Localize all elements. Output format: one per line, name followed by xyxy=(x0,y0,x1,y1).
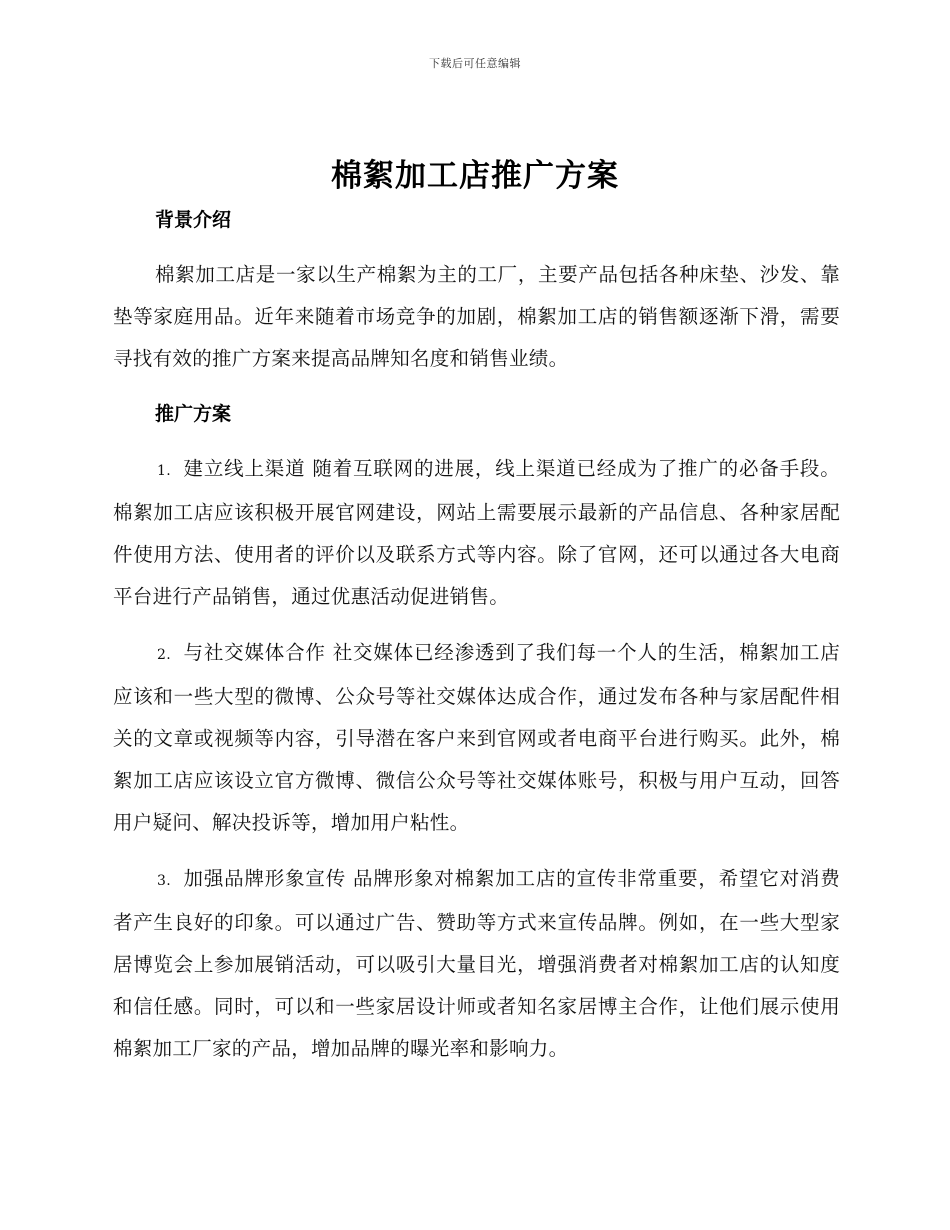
plan-item xyxy=(113,448,840,618)
plan-item xyxy=(113,858,840,1070)
plan-item-number: 2. xyxy=(157,647,171,663)
plan-item-text: 随着互联网的进展，线上渠道已经成为了推广的必备手段。棉絮加工店应该积极开展官网建设，网站上需要展示最新的产品信息、各种家居配件使用方法、使用者的评价以及联系方式等内容。除了官网，还可以通过各大电商平台进行产品销售，通过优惠活动促进销售。 xyxy=(113,457,840,608)
plan-item-title: 与社交媒体合作 xyxy=(183,641,326,664)
plan-item xyxy=(113,632,840,844)
plan-item-text: 品牌形象对棉絮加工店的宣传非常重要，希望它对消费者产生良好的印象。可以通过广告、赞助等方式来宣传品牌。例如，在一些大型家居博览会上参加展销活动，可以吸引大量目光，增强消费者对棉絮加工店的认知度和信任感。同时，可以和一些家居设计师或者知名家居博主合作，让他们展示使用棉絮加工厂家的产品，增加品牌的曝光率和影响力。 xyxy=(113,867,841,1060)
plan-item-text: 社交媒体已经渗透到了我们每一个人的生活，棉絮加工店应该和一些大型的微博、公众号等社交媒体达成合作，通过发布各种与家居配件相关的文章或视频等内容，引导潜在客户来到官网或者电商平台进行购买。此外，棉絮加工店应该设立官方微博、微信公众号等社交媒体账号，积极与用户互动，回答用户疑问、解决投诉等，增加用户粘性。 xyxy=(113,641,840,834)
document-title: 棉絮加工店推广方案 xyxy=(331,158,619,194)
plan-item-number: 3. xyxy=(157,873,171,889)
section-heading-background: 背景介绍 xyxy=(155,209,232,231)
section-heading-plan: 推广方案 xyxy=(155,403,232,425)
plan-item-title: 建立线上渠道 xyxy=(183,457,306,480)
background-paragraph: 棉絮加工店是一家以生产棉絮为主的工厂，主要产品包括各种床垫、沙发、靠垫等家庭用品。近年来随着市场竞争的加剧，棉絮加工店的销售额逐渐下滑，需要寻找有效的推广方案来提高品牌知名度和销售业绩。 xyxy=(113,263,840,370)
plan-item-number: 1. xyxy=(157,463,171,479)
plan-item-title: 加强品牌形象宣传 xyxy=(183,867,347,890)
document-body xyxy=(113,200,840,1070)
header-note: 下载后可任意编辑 xyxy=(429,57,521,70)
